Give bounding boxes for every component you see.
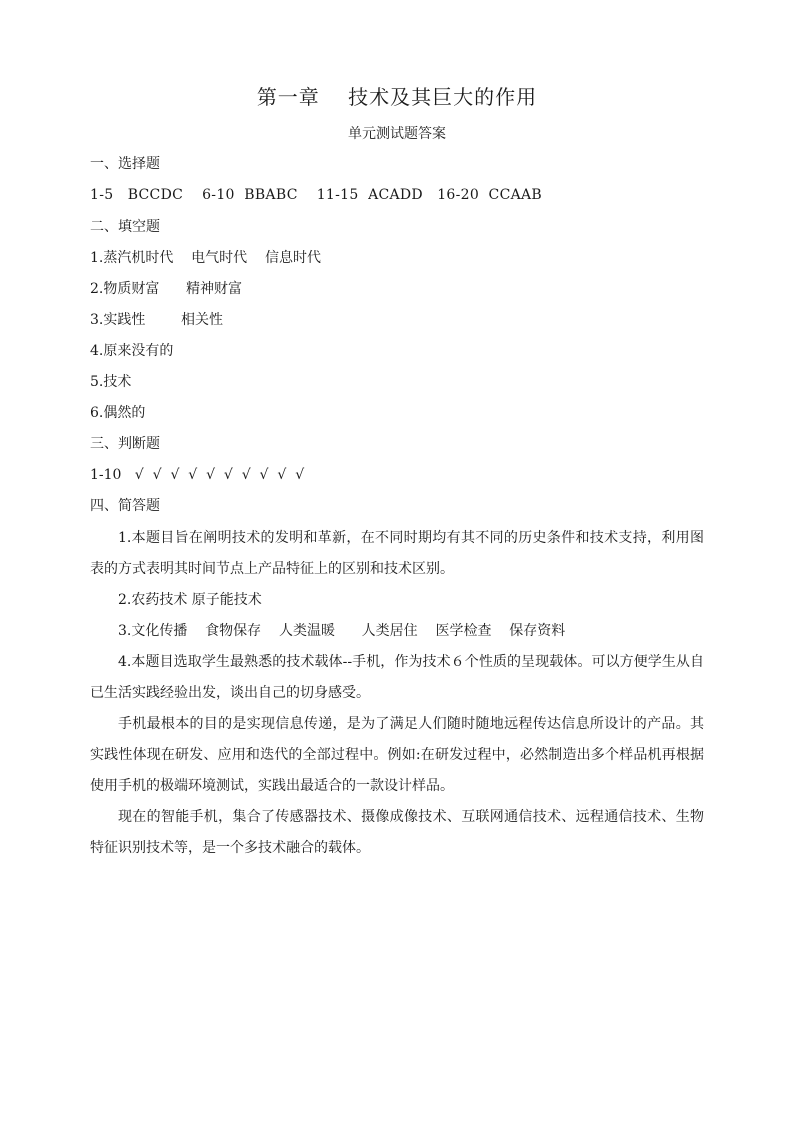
fill-answer-5: 5.技术 — [90, 374, 132, 390]
fill-answer-4: 4.原来没有的 — [90, 343, 174, 359]
section-heading-choice: 一、选择题 — [90, 156, 160, 172]
short-answer-4: 4.本题目选取学生最熟悉的技术载体--手机，作为技术６个性质的呈现载体。可以方便学生从自已生活实践经验出发，谈出自己的切身感受。 — [90, 654, 704, 701]
short-answer-2: 2.农药技术 原子能技术 — [118, 592, 262, 608]
fill-answer-2: 2.物质财富 精神财富 — [90, 281, 243, 297]
short-answer-1: 1.本题目旨在阐明技术的发明和革新，在不同时期均有其不同的历史条件和技术支持，利用图表的方式表明其时间节点上产品特征上的区别和技术区别。 — [90, 530, 704, 577]
fill-answer-1: 1.蒸汽机时代 电气时代 信息时代 — [90, 250, 321, 266]
fill-answer-6: 6.偶然的 — [90, 405, 146, 421]
choice-answers: 1-5 BCCDC 6-10 BBABC 11-15 ACADD 16-20 CCAAB — [90, 187, 542, 203]
section-heading-short: 四、简答题 — [90, 498, 160, 514]
page-title: 第一章 技术及其巨大的作用 — [256, 85, 538, 109]
short-answer-3: 3.文化传播 食物保存 人类温暖 人类居住 医学检查 保存资料 — [118, 623, 566, 639]
judge-answers: 1-10 √ √ √ √ √ √ √ √ √ √ — [90, 467, 305, 483]
page-subtitle: 单元测试题答案 — [348, 126, 446, 142]
section-heading-fill: 二、填空题 — [90, 219, 160, 235]
short-answer-4-paragraph-2: 手机最根本的目的是实现信息传递，是为了满足人们随时随地远程传达信息所设计的产品。其实践性体现在研发、应用和迭代的全部过程中。例如:在研发过程中，必然制造出多个样品机再根据使用手机的极端环境测试，实践出最适合的一款设计样品。 — [90, 716, 704, 794]
fill-answer-3: 3.实践性 相关性 — [90, 312, 223, 328]
short-answer-4-paragraph-3: 现在的智能手机，集合了传感器技术、摄像成像技术、互联网通信技术、远程通信技术、生物特征识别技术等，是一个多技术融合的载体。 — [90, 809, 704, 856]
section-heading-judge: 三、判断题 — [90, 436, 160, 452]
